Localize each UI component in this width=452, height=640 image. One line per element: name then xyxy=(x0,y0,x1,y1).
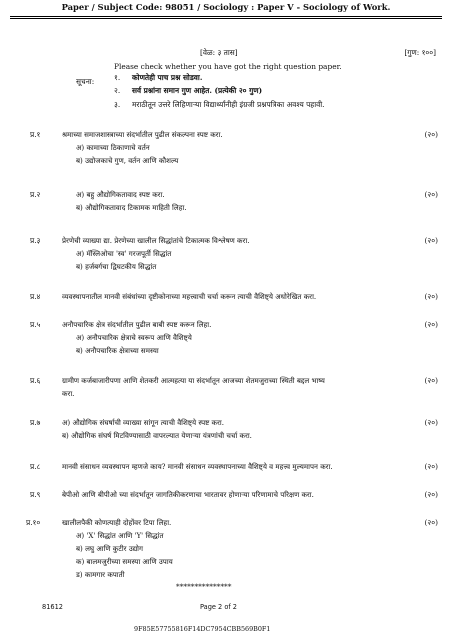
instruction-1: कोणतेही पाच प्रश्न सोडवा. xyxy=(132,73,203,82)
question-text: ग्रामीण कर्जबाजारीपणा आणि शेतकरी आत्महत्या या संदर्भातून आजच्या शेतमजुराच्या स्थिती बद्दल भाष्य xyxy=(62,376,325,385)
page-header: Paper / Subject Code: 98051 / Sociology : Paper V - Sociology of Work. xyxy=(61,2,391,12)
footer-hash: 9F85E57755816F14DC7954CBB569B0F1 xyxy=(134,625,271,633)
header-rule xyxy=(10,16,442,17)
question-number: प्र.९ xyxy=(30,490,41,499)
question-text: अ) बहु औद्योगिकतावाद स्पष्ट करा. xyxy=(76,190,165,199)
instruction-check: Please check whether you have got the right question paper. xyxy=(114,62,342,71)
question-marks: (२०) xyxy=(424,490,438,499)
question-marks: (२०) xyxy=(424,236,438,245)
page-number: Page 2 of 2 xyxy=(200,603,237,611)
end-of-paper: *************** xyxy=(176,582,232,591)
question-marks: (२०) xyxy=(424,130,438,139)
question-number: प्र.४ xyxy=(30,292,41,301)
instruction-2: सर्व प्रश्नांना समान गुण आहेत. (प्रत्येकी २० गुण) xyxy=(132,86,263,95)
question-text: श्रमाच्या समाजशास्त्राच्या संदर्भातील पुढील संकल्पना स्पष्ट करा. xyxy=(62,130,223,139)
instruction-num-1: १. xyxy=(114,73,121,82)
question-marks: (२०) xyxy=(424,462,438,471)
question-sub: ब) औद्योगिकतावाद टिकामक माहिती लिहा. xyxy=(76,203,187,212)
question-number: प्र.७ xyxy=(30,418,41,427)
question-text-cont: करा. xyxy=(62,389,75,398)
instruction-num-2: २. xyxy=(114,86,121,95)
marks-label: [गुण: १००] xyxy=(404,48,436,57)
question-number: प्र.८ xyxy=(30,462,41,471)
question-number: प्र.५ xyxy=(30,320,41,329)
question-marks: (२०) xyxy=(424,292,438,301)
question-sub: अ) अनौपचारिक क्षेत्राचे स्वरूप आणि वैशिष्ट्ये xyxy=(76,333,192,342)
time-label: [वेळ: ३ तास] xyxy=(200,48,238,57)
question-sub: ब) लघु आणि कुटीर उद्योग xyxy=(76,544,144,553)
instructions-label: सूचना: xyxy=(76,77,95,86)
question-sub: ब) उद्योजकाचे गुण, वर्तन आणि कौशल्य xyxy=(76,156,179,165)
question-number: प्र.१ xyxy=(30,130,41,139)
header-rule-thin xyxy=(10,18,442,19)
instruction-3: मराठीतून उत्तरे लिहिणाऱ्या विद्यार्थ्यांनीही इंग्रजी प्रश्नपत्रिका अवश्य पहावी. xyxy=(132,100,325,109)
question-text: मानवी संसाधन व्यवस्थापन म्हणजे काय? मानवी संसाधन व्यवस्थापनाच्या वैशिष्ट्ये व महत्त्व मुल्यमापन करा. xyxy=(62,462,333,471)
question-marks: (२०) xyxy=(424,190,438,199)
question-text: अ) औद्योगिक संघर्षाची व्याख्या सांगून त्याची वैशिष्ट्ये स्पष्ट करा. xyxy=(62,418,224,427)
question-marks: (२०) xyxy=(424,518,438,527)
question-sub: ब) हर्जबर्गचा द्विघटकीय सिद्धांत xyxy=(76,262,157,271)
question-text: बेपीओ आणि बीपीओ च्या संदर्भातून जागतिकीकरणाचा भारतावर होणाऱ्या परिणामाचे परिक्षण करा. xyxy=(62,490,314,499)
question-text: खालीलपैकी कोणत्याही दोहोंवर टिपा लिहा. xyxy=(62,518,172,527)
question-marks: (२०) xyxy=(424,320,438,329)
question-text: प्रेरणेची व्याख्या द्या. प्रेरणेच्या खालील सिद्धांतांचे टिकात्मक विश्लेषण करा. xyxy=(62,236,250,245)
question-sub: ब) औद्योगिक संघर्ष मिटविण्यासाठी वापरल्यात येणाऱ्या यंत्रणांची चर्चा करा. xyxy=(62,431,252,440)
question-number: प्र.२ xyxy=(30,190,41,199)
question-marks: (२०) xyxy=(424,376,438,385)
footer-code: 81612 xyxy=(42,603,63,611)
question-sub: अ) कामाच्या ठिकाणाचे वर्तन xyxy=(76,143,150,152)
question-number: प्र.३ xyxy=(30,236,41,245)
instruction-num-3: ३. xyxy=(114,100,121,109)
question-sub: ब) अनौपचारिक क्षेत्राच्या समस्या xyxy=(76,346,159,355)
question-number: प्र.६ xyxy=(30,376,41,385)
question-sub: क) बालमजुरीच्या समस्या आणि उपाय xyxy=(76,557,173,566)
question-sub: अ) मॅस्लिओचा 'स्व' गरजपूर्ती सिद्धांत xyxy=(76,249,172,258)
question-sub: ड) कामगार कपाती xyxy=(76,570,125,579)
question-text: व्यवस्थापनातील मानवी संबंधांच्या दृष्टीकोनाच्या महत्त्वाची चर्चा करून त्याची वैशिष्ट्ये अधोरेखित करा. xyxy=(62,292,317,301)
question-sub: अ) 'X' सिद्धांत आणि 'Y' सिद्धांत xyxy=(76,531,164,540)
question-text: अनौपचारिक क्षेत्र संदर्भातील पुढील बाबी स्पष्ट करून लिहा. xyxy=(62,320,212,329)
question-marks: (२०) xyxy=(424,418,438,427)
question-number: प्र.१० xyxy=(26,518,41,527)
